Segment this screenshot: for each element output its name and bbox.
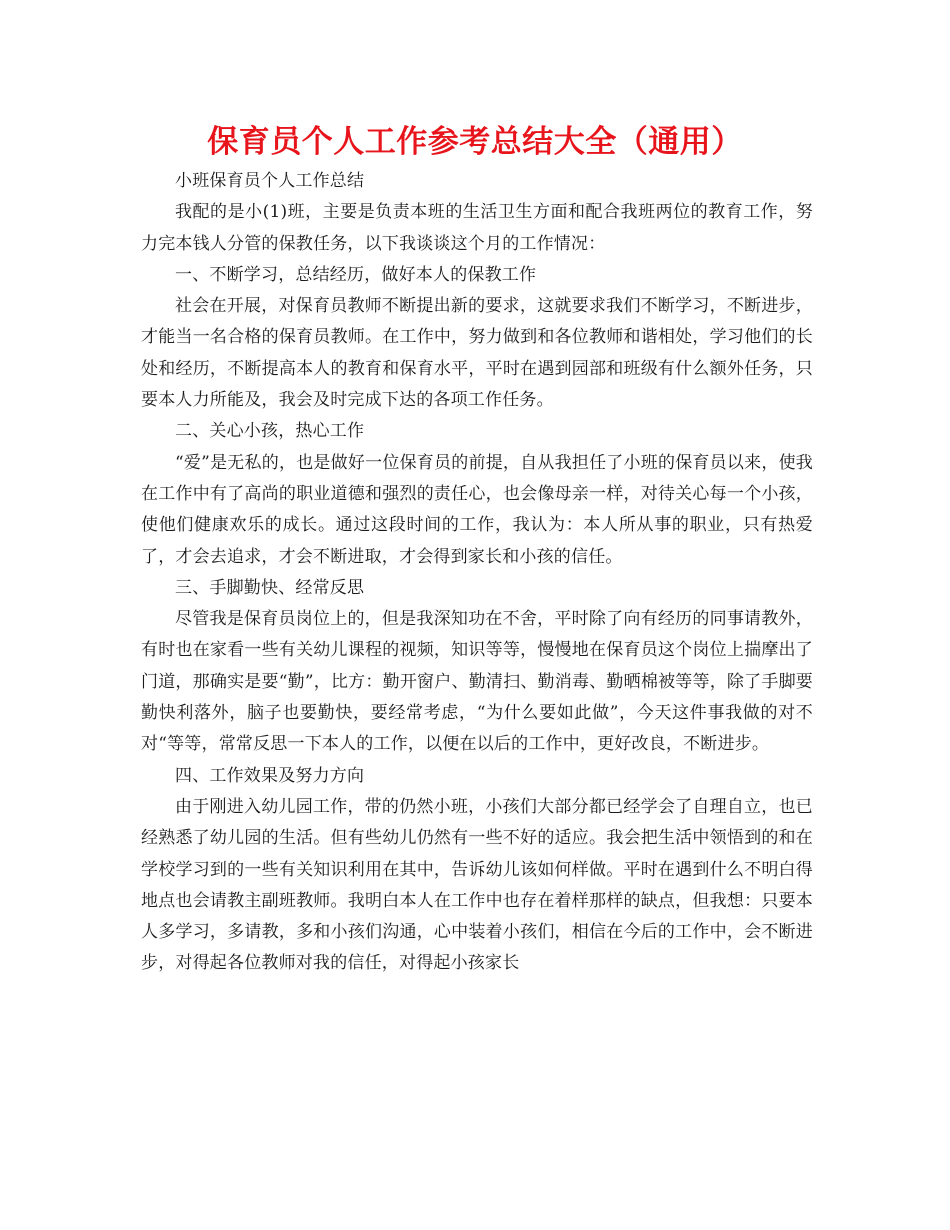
section-subtitle: 小班保育员个人工作总结 <box>175 171 365 191</box>
body-paragraph: 尽管我是保育员岗位上的，但是我深知功在不舍，平时除了向有经历的同事请教外，有时也在家看一些有关幼儿课程的视频，知识等等，慢慢地在保育员这个岗位上揣摩出了门道，那确实是要“勤”，比方：勤开窗户、勤清扫、勤消毒、勤晒棉被等等，除了手脚要勤快利落外，脑子也要勤快，要经常考虑，“为什么要如此做”，今天这件事我做的对不对“等等，常常反思一下本人的工作，以便在以后的工作中，更好改良，不断进步。 <box>141 609 813 755</box>
body-paragraph: 社会在开展，对保育员教师不断提出新的要求，这就要求我们不断学习，不断进步，才能当一名合格的保育员教师。在工作中，努力做到和各位教师和谐相处，学习他们的长处和经历，不断提高本人的教育和保育水平，平时在遇到园部和班级有什么额外任务，只要本人力所能及，我会及时完成下达的各项工作任务。 <box>141 296 813 411</box>
section-heading: 二、关心小孩，热心工作 <box>175 421 365 442</box>
body-paragraph: 我配的是小(1)班，主要是负责本班的生活卫生方面和配合我班两位的教育工作，努力完本钱人分管的保教任务，以下我谈谈这个月的工作情况： <box>141 202 813 254</box>
body-paragraph: “爱”是无私的，也是做好一位保育员的前提，自从我担任了小班的保育员以来，使我在工作中有了高尚的职业道德和强烈的责任心，也会像母亲一样，对待关心每一个小孩，使他们健康欢乐的成长。通过这段时间的工作，我认为：本人所从事的职业，只有热爱了，才会去追求，才会不断进取，才会得到家长和小孩的信任。 <box>141 452 813 567</box>
section-heading: 四、工作效果及努力方向 <box>175 765 365 786</box>
body-paragraph: 由于刚进入幼儿园工作，带的仍然小班，小孩们大部分都已经学会了自理自立，也已经熟悉了幼儿园的生活。但有些幼儿仍然有一些不好的适应。我会把生活中领悟到的和在学校学习到的一些有关知识利用在其中，告诉幼儿该如何样做。平时在遇到什么不明白得地点也会请教主副班教师。我明白本人在工作中也存在着样那样的缺点，但我想：只要本人多学习，多请教，多和小孩们沟通，心中装着小孩们，相信在今后的工作中，会不断进步，对得起各位教师对我的信任，对得起小孩家长 <box>141 796 813 974</box>
section-heading: 一、不断学习，总结经历，做好本人的保教工作 <box>175 264 537 285</box>
section-heading: 三、手脚勤快、经常反思 <box>175 577 365 598</box>
document-body <box>141 166 813 980</box>
document-title: 保育员个人工作参考总结大全（通用） <box>207 124 743 160</box>
